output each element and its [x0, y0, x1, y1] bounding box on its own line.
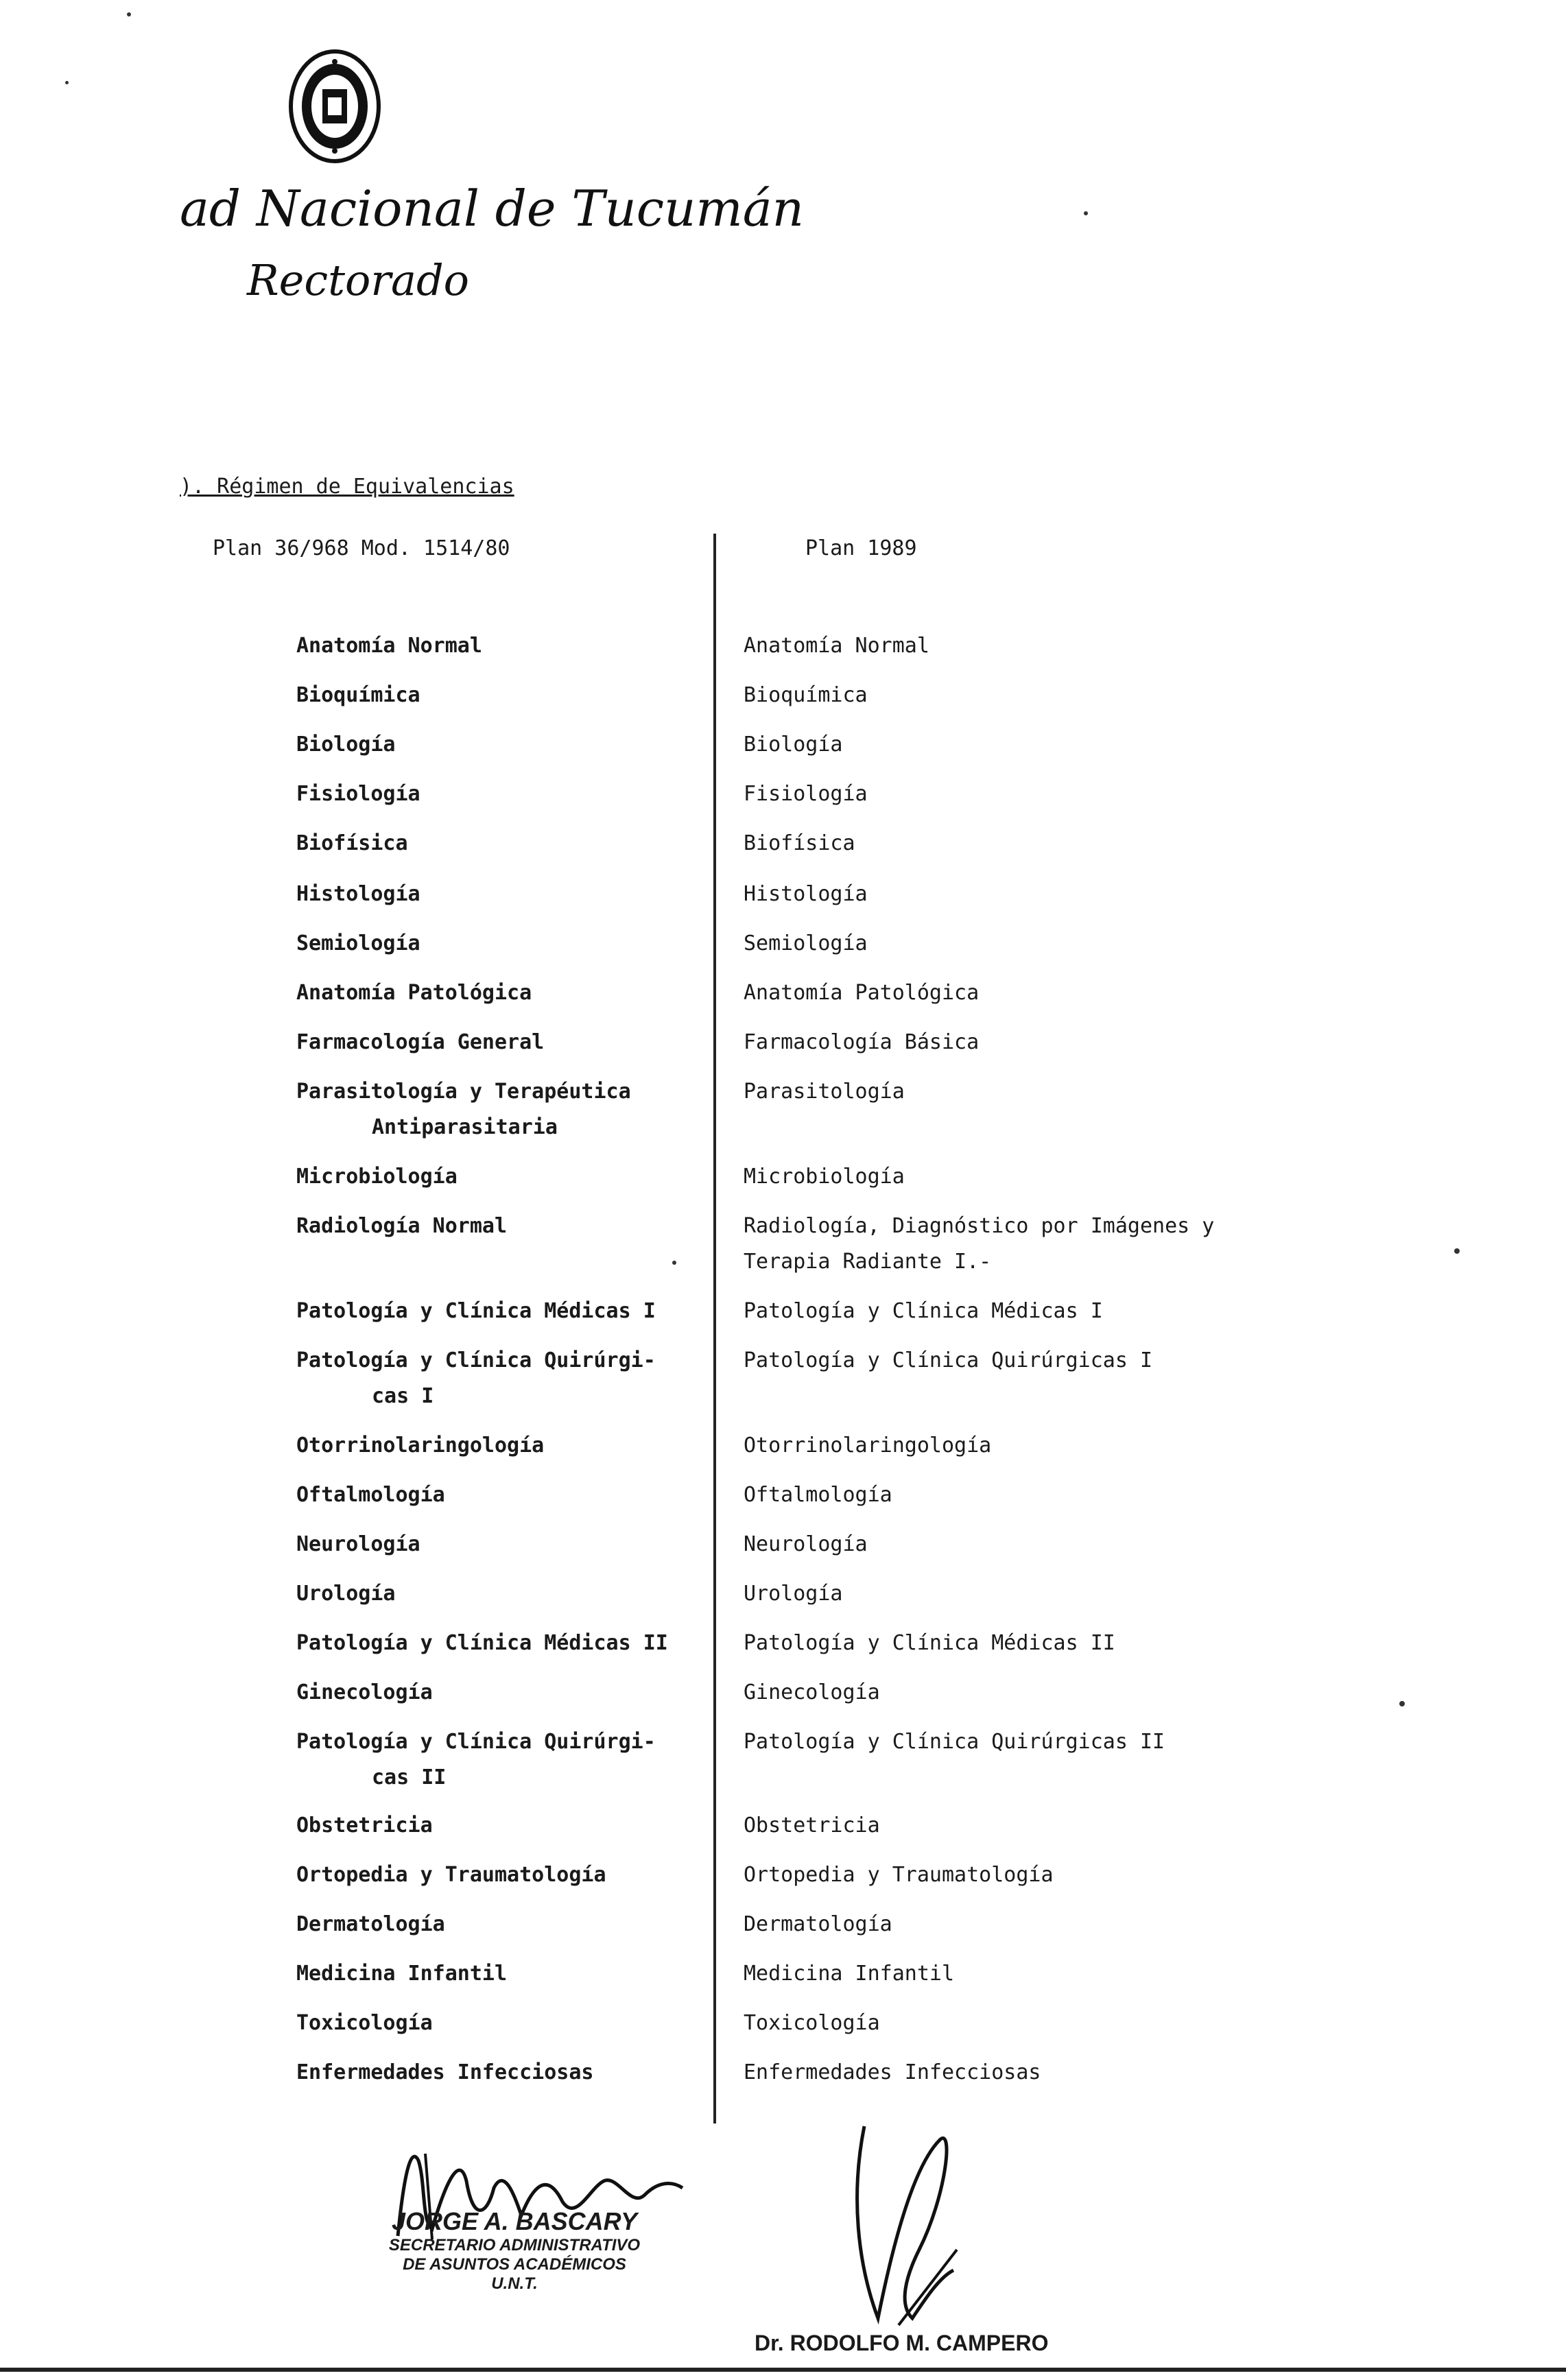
- university-seal-icon: [287, 48, 383, 165]
- course-old-name: Fisiología: [296, 782, 420, 806]
- course-old-plan: [296, 727, 396, 763]
- course-old-name: Otorrinolaringología: [296, 1433, 545, 1457]
- course-old-name-continued: cas II: [372, 1765, 447, 1789]
- table-row: [0, 1343, 1566, 1408]
- course-old-name: Obstetricia: [296, 1813, 433, 1837]
- column-header-new-plan: Plan 1989: [805, 536, 917, 560]
- table-row: [0, 877, 1566, 918]
- course-new-name: Patología y Clínica Quirúrgicas II: [744, 1730, 1165, 1754]
- course-new-plan: [744, 776, 868, 812]
- course-new-plan: [744, 1808, 880, 1844]
- table-row: [0, 1907, 1566, 1948]
- course-old-plan: [296, 1477, 445, 1513]
- course-old-name: Biofísica: [296, 831, 408, 855]
- table-row: [0, 1294, 1566, 1335]
- table-row: [0, 2055, 1566, 2096]
- bottom-rule: [0, 2368, 1566, 2372]
- course-old-name: Parasitología y Terapéutica: [296, 1080, 631, 1104]
- course-new-plan: [744, 1025, 979, 1060]
- course-new-plan: [744, 1675, 880, 1711]
- signatory-left: [343, 2207, 686, 2294]
- scan-speck: [1084, 211, 1088, 215]
- course-old-plan: [296, 1724, 656, 1796]
- course-new-name: Neurología: [744, 1532, 868, 1556]
- course-new-plan: [744, 1626, 1115, 1661]
- table-row: [0, 1956, 1566, 1997]
- course-old-name: Patología y Clínica Quirúrgi-: [296, 1348, 656, 1372]
- course-new-plan: [744, 877, 868, 912]
- course-old-name: Toxicología: [296, 2011, 433, 2035]
- course-new-plan: [744, 826, 855, 861]
- course-new-name-continued: Terapia Radiante I.-: [744, 1250, 992, 1274]
- table-row: [0, 1808, 1566, 1849]
- course-new-name: Medicina Infantil: [744, 1962, 955, 1986]
- course-new-name: Patología y Clínica Quirúrgicas I: [744, 1348, 1153, 1372]
- course-old-plan: [296, 1159, 458, 1195]
- course-new-name: Parasitología: [744, 1080, 905, 1104]
- course-new-plan: [744, 1956, 954, 1992]
- signatory-left-title-2: DE ASUNTOS ACADÉMICOS: [403, 2255, 626, 2274]
- course-old-name: Enfermedades Infecciosas: [296, 2060, 594, 2084]
- course-new-plan: [744, 1209, 1214, 1280]
- signatory-left-title-1: SECRETARIO ADMINISTRATIVO: [388, 2236, 641, 2254]
- course-old-plan: [296, 1527, 420, 1562]
- course-new-name: Toxicología: [744, 2011, 880, 2035]
- course-new-plan: [744, 678, 868, 713]
- course-new-name: Biología: [744, 733, 843, 757]
- scan-speck: [672, 1261, 676, 1265]
- course-new-name: Obstetricia: [744, 1813, 880, 1837]
- table-row: [0, 1074, 1566, 1139]
- course-old-plan: [296, 628, 482, 664]
- table-row: [0, 2006, 1566, 2047]
- course-old-plan: [296, 1074, 631, 1145]
- course-new-name: Oftalmología: [744, 1483, 892, 1507]
- table-row: [0, 1675, 1566, 1716]
- table-row: [0, 826, 1566, 867]
- course-old-plan: [296, 975, 532, 1011]
- letterhead-office: Rectorado: [247, 255, 469, 305]
- course-new-plan: [744, 2055, 1041, 2091]
- course-new-plan: [744, 1907, 892, 1942]
- course-new-name: Semiología: [744, 931, 868, 955]
- course-old-name: Patología y Clínica Médicas II: [296, 1631, 668, 1655]
- table-row: [0, 1576, 1566, 1617]
- course-new-name: Otorrinolaringología: [744, 1433, 992, 1457]
- course-old-plan: [296, 1626, 668, 1661]
- course-new-name: Microbiología: [744, 1165, 905, 1189]
- table-row: [0, 1626, 1566, 1667]
- signature-right-icon: [837, 2113, 974, 2339]
- course-old-name: Ginecología: [296, 1680, 433, 1704]
- course-old-plan: [296, 1808, 433, 1844]
- column-header-old-plan: Plan 36/968 Mod. 1514/80: [213, 536, 510, 560]
- course-new-name: Anatomía Patológica: [744, 981, 980, 1005]
- course-old-name: Bioquímica: [296, 683, 420, 707]
- course-old-name: Microbiología: [296, 1165, 458, 1189]
- course-old-plan: [296, 1343, 656, 1414]
- table-row: [0, 1724, 1566, 1789]
- scan-speck: [1399, 1701, 1405, 1706]
- course-new-plan: [744, 1724, 1165, 1760]
- course-old-name: Oftalmología: [296, 1483, 445, 1507]
- table-row: [0, 926, 1566, 967]
- table-row: [0, 1209, 1566, 1274]
- course-old-name: Semiología: [296, 931, 420, 955]
- course-new-plan: [744, 1576, 843, 1612]
- signatory-right-name: Dr. RODOLFO M. CAMPERO: [755, 2331, 1049, 2355]
- course-old-name-continued: Antiparasitaria: [372, 1115, 558, 1139]
- course-old-name: Radiología Normal: [296, 1214, 508, 1238]
- course-old-name: Histología: [296, 882, 420, 906]
- course-old-plan: [296, 2006, 433, 2041]
- course-old-plan: [296, 776, 420, 812]
- course-new-plan: [744, 628, 929, 664]
- course-new-plan: [744, 1159, 905, 1195]
- course-new-name: Dermatología: [744, 1912, 892, 1936]
- course-old-plan: [296, 826, 408, 861]
- course-new-plan: [744, 1857, 1054, 1893]
- table-row: [0, 1428, 1566, 1469]
- table-row: [0, 727, 1566, 768]
- course-old-plan: [296, 926, 420, 962]
- course-new-name: Enfermedades Infecciosas: [744, 2060, 1041, 2084]
- course-new-plan: [744, 1294, 1103, 1329]
- course-old-plan: [296, 877, 420, 912]
- course-old-plan: [296, 1428, 544, 1464]
- course-old-plan: [296, 1025, 544, 1060]
- course-old-name: Dermatología: [296, 1912, 445, 1936]
- letterhead-university: ad Nacional de Tucumán: [180, 180, 804, 237]
- course-new-name: Bioquímica: [744, 683, 868, 707]
- course-old-plan: [296, 1209, 507, 1244]
- course-new-plan: [744, 2006, 880, 2041]
- table-row: [0, 776, 1566, 818]
- course-old-name: Urología: [296, 1582, 396, 1606]
- course-new-name: Ginecología: [744, 1680, 880, 1704]
- scan-speck: [127, 12, 131, 16]
- course-old-name: Medicina Infantil: [296, 1962, 508, 1986]
- table-row: [0, 975, 1566, 1016]
- course-new-name: Farmacología Básica: [744, 1030, 980, 1054]
- course-old-name: Anatomía Patológica: [296, 981, 532, 1005]
- course-new-plan: [744, 1527, 868, 1562]
- course-old-plan: [296, 1857, 606, 1893]
- course-new-plan: [744, 926, 868, 962]
- course-new-name: Urología: [744, 1582, 843, 1606]
- course-new-plan: [744, 1074, 905, 1110]
- course-old-name: Patología y Clínica Médicas I: [296, 1299, 656, 1323]
- course-old-plan: [296, 1294, 656, 1329]
- course-old-plan: [296, 1576, 396, 1612]
- course-new-plan: [744, 975, 979, 1011]
- scan-speck: [65, 81, 69, 84]
- course-new-plan: [744, 1428, 991, 1464]
- table-row: [0, 1025, 1566, 1066]
- table-row: [0, 1527, 1566, 1568]
- table-row: [0, 678, 1566, 719]
- signatory-left-title-3: U.N.T.: [491, 2274, 538, 2293]
- course-new-name: Biofísica: [744, 831, 855, 855]
- table-row: [0, 1857, 1566, 1899]
- course-old-plan: [296, 1907, 445, 1942]
- signatory-left-name: JORGE A. BASCARY: [391, 2207, 638, 2235]
- course-new-name: Patología y Clínica Médicas II: [744, 1631, 1115, 1655]
- course-new-name: Fisiología: [744, 782, 868, 806]
- table-row: [0, 1159, 1566, 1200]
- course-old-plan: [296, 1956, 507, 1992]
- course-old-name: Neurología: [296, 1532, 420, 1556]
- course-old-name: Biología: [296, 733, 396, 757]
- table-row: [0, 628, 1566, 669]
- course-new-name: Histología: [744, 882, 868, 906]
- course-old-name: Anatomía Normal: [296, 634, 482, 658]
- course-old-name: Patología y Clínica Quirúrgi-: [296, 1730, 656, 1754]
- course-old-name: Farmacología General: [296, 1030, 545, 1054]
- course-old-plan: [296, 1675, 433, 1711]
- course-new-name: Patología y Clínica Médicas I: [744, 1299, 1103, 1323]
- course-new-plan: [744, 1477, 892, 1513]
- course-old-name: Ortopedia y Traumatología: [296, 1863, 606, 1887]
- course-new-name: Anatomía Normal: [744, 634, 929, 658]
- course-new-name: Radiología, Diagnóstico por Imágenes y: [744, 1214, 1215, 1238]
- course-new-plan: [744, 727, 843, 763]
- scan-speck: [1454, 1248, 1460, 1254]
- course-new-name: Ortopedia y Traumatología: [744, 1863, 1054, 1887]
- table-row: [0, 1477, 1566, 1519]
- course-old-plan: [296, 2055, 593, 2091]
- section-title: ). Régimen de Equivalencias: [180, 475, 514, 499]
- course-new-plan: [744, 1343, 1152, 1379]
- course-old-name-continued: cas I: [372, 1384, 434, 1408]
- course-old-plan: [296, 678, 420, 713]
